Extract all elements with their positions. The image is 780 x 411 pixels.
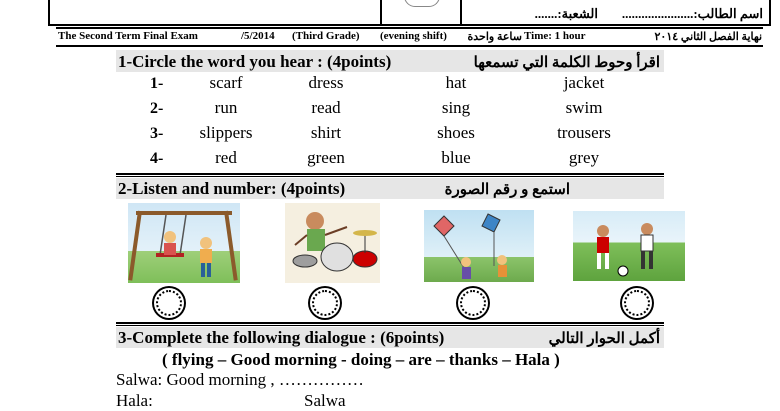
exam-shift: (evening shift)	[380, 30, 447, 42]
q3-dialogue-speaker: Salwa	[304, 391, 346, 410]
q1-word[interactable]: jacket	[563, 73, 605, 92]
q1-row-number: 2-	[150, 100, 164, 117]
q2-title: 2-Listen and number: (4points)	[118, 179, 346, 198]
q1-word[interactable]: shirt	[310, 123, 342, 142]
exam-time-en: Time: 1 hour	[524, 30, 586, 42]
football-picture	[573, 211, 685, 281]
q3-title: 3-Complete the following dialogue : (6points)	[118, 328, 445, 347]
exam-term-ar: نهاية الفصل الثاني ٢٠١٤	[654, 31, 762, 43]
exam-date: /5/2014	[241, 30, 275, 42]
q1-word[interactable]: swim	[565, 98, 603, 117]
section-label: الشعبة:.......	[534, 6, 598, 21]
q3-dialogue-speaker: Hala:	[116, 391, 153, 410]
exam-grade: (Third Grade)	[292, 30, 360, 42]
q2-title-ar: استمع و رقم الصورة	[444, 182, 570, 198]
q3-dialogue-line: Salwa: Good morning , ……………	[116, 370, 364, 389]
q1-row-number: 4-	[150, 150, 164, 167]
q1-word[interactable]: blue	[441, 148, 471, 167]
swing-illustration	[128, 203, 240, 283]
q1-word[interactable]: slippers	[199, 123, 253, 142]
q1-word[interactable]: trousers	[557, 123, 611, 142]
q1-word[interactable]: red	[215, 148, 237, 167]
q1-word[interactable]: green	[307, 148, 345, 167]
header-divider-right	[460, 0, 462, 24]
q1-row-number: 3-	[150, 125, 164, 142]
student-name-label: اسم الطالب:......................	[621, 6, 763, 21]
kites-picture	[424, 210, 534, 282]
q3-title-ar: أكمل الحوار التالي	[548, 331, 660, 347]
answer-circle[interactable]	[156, 290, 182, 316]
q1-word[interactable]: dress	[308, 73, 344, 92]
section-divider	[116, 322, 664, 326]
answer-circle[interactable]	[312, 290, 338, 316]
q3-word-bank: ( flying – Good morning - doing – are – thanks – Hala )	[162, 350, 560, 369]
q1-word[interactable]: run	[214, 98, 238, 117]
q1-word[interactable]: hat	[445, 73, 467, 92]
swing-picture	[128, 203, 240, 283]
q1-row-number: 1-	[150, 75, 164, 92]
header-divider-left	[380, 0, 382, 24]
q1-word[interactable]: shoes	[437, 123, 475, 142]
section-divider	[116, 173, 664, 177]
q1-word[interactable]: grey	[568, 148, 600, 167]
answer-circle[interactable]	[624, 290, 650, 316]
q1-word[interactable]: read	[311, 98, 341, 117]
answer-circle[interactable]	[460, 290, 486, 316]
q1-title: 1-Circle the word you hear : (4points)	[118, 52, 392, 71]
drummer-illustration	[285, 203, 380, 283]
q1-word[interactable]: scarf	[209, 73, 243, 92]
football-illustration	[573, 211, 685, 281]
q1-title-ar: اقرأ وحوط الكلمة التي تسمعها	[473, 55, 660, 71]
exam-title: The Second Term Final Exam	[58, 30, 198, 42]
drummer-picture	[285, 203, 380, 283]
kites-illustration	[424, 210, 534, 282]
exam-time-ar: ساعة واحدة	[467, 31, 522, 43]
q1-word[interactable]: sing	[441, 98, 471, 117]
